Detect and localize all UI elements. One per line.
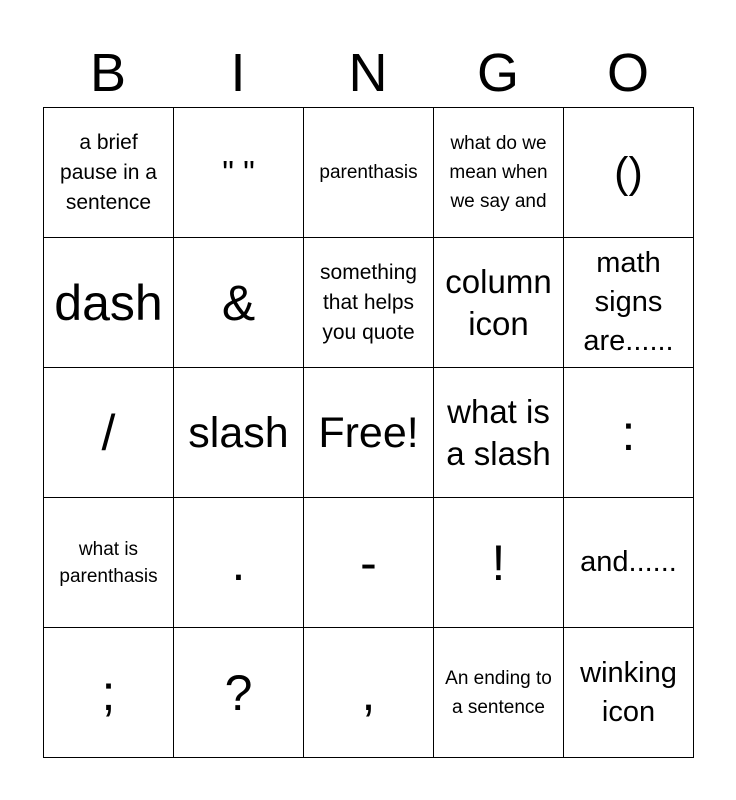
- cell-text: -: [360, 534, 377, 591]
- bingo-cell[interactable]: [174, 628, 304, 758]
- cell-text: math signs are......: [583, 247, 674, 357]
- bingo-cell[interactable]: [434, 238, 564, 368]
- bingo-cell[interactable]: [434, 628, 564, 758]
- cell-text: column icon: [445, 262, 552, 342]
- cell-text: An ending to a sentence: [445, 667, 552, 718]
- cell-text: ;: [101, 664, 116, 721]
- bingo-cell[interactable]: [174, 238, 304, 368]
- bingo-cell[interactable]: [564, 498, 694, 628]
- cell-text: what do we mean when we say and: [449, 133, 548, 212]
- bingo-cell[interactable]: [44, 498, 174, 628]
- cell-text: what is parenthasis: [59, 538, 158, 587]
- header-letter-g: G: [476, 43, 519, 103]
- bingo-cell[interactable]: [564, 238, 694, 368]
- cell-text: Free!: [318, 408, 419, 457]
- cell-text: something that helps you quote: [320, 260, 417, 344]
- cell-text: a brief pause in a sentence: [60, 130, 157, 214]
- header-letter-i: I: [230, 43, 246, 103]
- bingo-cell[interactable]: [304, 238, 434, 368]
- bingo-cell[interactable]: [44, 628, 174, 758]
- header-letter-b: B: [89, 43, 127, 103]
- cell-text: !: [491, 534, 506, 591]
- bingo-cell[interactable]: [174, 498, 304, 628]
- cell-text: /: [101, 404, 116, 461]
- cell-text: and......: [580, 546, 677, 578]
- cell-text: (): [614, 148, 643, 197]
- cell-text: slash: [188, 408, 289, 457]
- header-letter-o: O: [606, 43, 649, 103]
- bingo-cell[interactable]: [304, 498, 434, 628]
- cell-text: ,: [361, 664, 376, 721]
- bingo-cell[interactable]: [434, 498, 564, 628]
- bingo-cell[interactable]: [304, 628, 434, 758]
- bingo-cell[interactable]: [174, 108, 304, 238]
- cell-text: " ": [222, 153, 255, 191]
- bingo-cell[interactable]: [564, 628, 694, 758]
- cell-text: :: [621, 404, 636, 461]
- bingo-header: [43, 40, 693, 106]
- bingo-cell[interactable]: [44, 368, 174, 498]
- cell-text: what is a slash: [446, 392, 551, 472]
- bingo-cell[interactable]: [44, 108, 174, 238]
- cell-text: ?: [224, 664, 253, 721]
- bingo-cell[interactable]: [434, 368, 564, 498]
- header-letter-n: N: [348, 43, 388, 103]
- bingo-cell[interactable]: [304, 368, 434, 498]
- bingo-cell[interactable]: [304, 108, 434, 238]
- bingo-cell[interactable]: [44, 238, 174, 368]
- cell-text: parenthasis: [319, 162, 418, 183]
- bingo-cell[interactable]: [174, 368, 304, 498]
- bingo-cell[interactable]: [434, 108, 564, 238]
- bingo-board: [43, 107, 694, 758]
- bingo-cell[interactable]: [564, 368, 694, 498]
- cell-text: winking icon: [580, 656, 677, 728]
- cell-text: dash: [54, 274, 163, 331]
- bingo-cell[interactable]: [564, 108, 694, 238]
- cell-text: .: [231, 534, 246, 591]
- cell-text: &: [221, 274, 256, 331]
